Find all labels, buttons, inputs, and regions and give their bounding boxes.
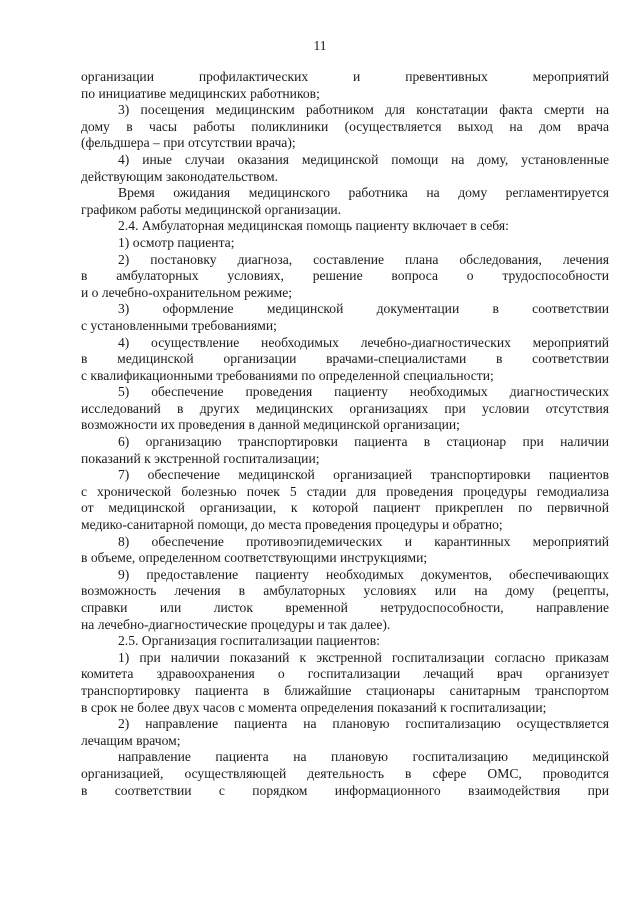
text-line: 2) направление пациента на плановую госпитализацию осуществляется — [118, 716, 609, 732]
text-line: 7) обеспечение медицинской организацией транспортировки пациентов — [118, 467, 609, 483]
text-line: возможности их проведения в данной медицинской организации; — [81, 417, 460, 433]
text-line: организацией, осуществляющей деятельность в сфере ОМС, проводится — [81, 765, 609, 781]
paragraph — [81, 650, 609, 716]
text-line: на лечебно-диагностические процедуры и так далее). — [81, 616, 391, 632]
text-line: транспортировку пациента в ближайшие стационары санитарным транспортом — [81, 682, 609, 698]
text-line: комитета здравоохранения о госпитализации лечащий врач организует — [81, 666, 609, 682]
text-line: от медицинской организации, к которой пациент прикреплен по первичной — [81, 500, 609, 516]
text-line: 2) постановку диагноза, составление плана обследования, лечения — [118, 251, 609, 267]
paragraph — [81, 749, 609, 799]
text-line: в срок не более двух часов с момента определения показаний к госпитализации; — [81, 699, 547, 715]
paragraph — [81, 633, 609, 650]
text-line: (фельдшера – при отсутствии врача); — [81, 135, 296, 151]
paragraph — [81, 384, 609, 434]
text-line: с хронической болезнью почек 5 стадии для проведения процедуры гемодиализа — [81, 483, 609, 499]
text-line: направление пациента на плановую госпитализацию медицинской — [118, 749, 609, 765]
paragraph — [81, 102, 609, 152]
text-line: показаний к экстренной госпитализации; — [81, 450, 320, 466]
paragraph — [81, 301, 609, 334]
text-line: графиком работы медицинской организации. — [81, 201, 342, 217]
paragraph — [81, 152, 609, 185]
page-number: 11 — [313, 38, 327, 53]
text-line: с установленными требованиями; — [81, 317, 277, 333]
paragraph — [81, 335, 609, 385]
document-body — [81, 69, 609, 799]
text-line: лечащим врачом; — [81, 732, 181, 748]
text-line: справки или листок временной нетрудоспособности, направление — [81, 600, 609, 615]
text-line: 2.5. Организация госпитализации пациентов: — [118, 633, 380, 649]
paragraph — [81, 235, 609, 252]
text-line: 9) предоставление пациенту необходимых документов, обеспечивающих — [118, 566, 609, 582]
text-line: и о лечебно-охранительном режиме; — [81, 284, 293, 300]
text-line: с квалификационными требованиями по определенной специальности; — [81, 367, 494, 383]
text-line: в амбулаторных условиях, решение вопроса о трудоспособности — [81, 268, 609, 284]
text-line: в медицинской организации врачами-специалистами в соответствии — [81, 351, 609, 367]
text-line: дому в часы работы поликлиники (осуществляется выход на дом врача — [81, 118, 609, 134]
text-line: организации профилактических и превентивных мероприятий — [81, 69, 609, 84]
paragraph — [81, 534, 609, 567]
text-line: 4) иные случаи оказания медицинской помощи на дому, установленные — [118, 151, 609, 167]
text-line: 2.4. Амбулаторная медицинская помощь пациенту включает в себя: — [118, 218, 509, 234]
paragraph — [81, 185, 609, 218]
paragraph — [81, 467, 609, 533]
text-line: по инициативе медицинских работников; — [81, 85, 320, 101]
text-line: 5) обеспечение проведения пациенту необходимых диагностических — [118, 384, 609, 400]
text-line: Время ожидания медицинского работника на дому регламентируется — [118, 185, 609, 201]
text-line: исследований в других медицинских организациях при условии отсутствия — [81, 400, 609, 416]
paragraph — [81, 434, 609, 467]
text-line: 6) организацию транспортировки пациента в стационар при наличии — [118, 434, 609, 450]
paragraph — [81, 69, 609, 102]
paragraph — [81, 567, 609, 633]
text-line: 3) оформление медицинской документации в соответствии — [118, 301, 609, 317]
text-line: действующим законодательством. — [81, 168, 279, 184]
text-line: 3) посещения медицинским работником для констатации факта смерти на — [118, 102, 609, 118]
paragraph — [81, 218, 609, 235]
text-line: возможность лечения в амбулаторных условиях или на дому (рецепты, — [81, 583, 609, 599]
text-line: 1) осмотр пациента; — [118, 234, 235, 250]
text-line: 4) осуществление необходимых лечебно-диагностических мероприятий — [118, 334, 609, 350]
text-line: медико-санитарной помощи, до места проведения процедуры и обратно; — [81, 517, 503, 533]
text-line: в соответствии с порядком информационного взаимодействия при — [81, 782, 609, 798]
text-line: в объеме, определенном соответствующими инструкциями; — [81, 550, 428, 566]
text-line: 1) при наличии показаний к экстренной госпитализации согласно приказам — [118, 649, 609, 665]
paragraph — [81, 252, 609, 302]
paragraph — [81, 716, 609, 749]
text-line: 8) обеспечение противоэпидемических и карантинных мероприятий — [118, 533, 609, 549]
